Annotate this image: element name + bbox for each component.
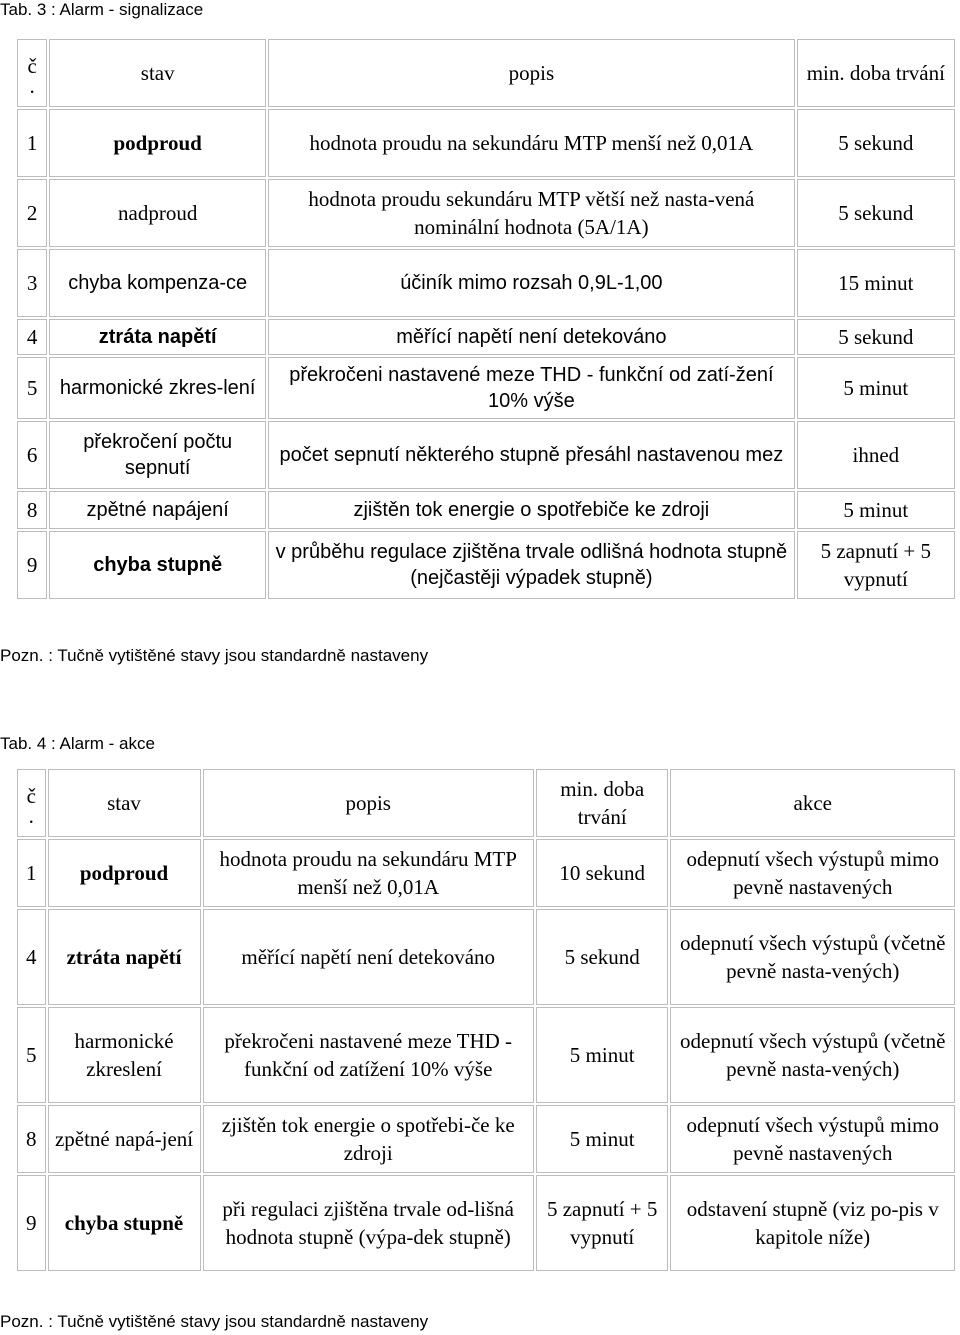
row-num: 9 [17, 531, 47, 599]
table-row [17, 421, 955, 489]
row-doba: 5 sekund [797, 179, 955, 247]
table-row [17, 249, 955, 317]
row-doba: 5 sekund [797, 109, 955, 177]
table-row [17, 1007, 955, 1103]
table-row [17, 531, 955, 599]
table-row [17, 909, 955, 1005]
row-doba: 5 minut [797, 357, 955, 419]
row-stav: chyba stupně [48, 1175, 201, 1271]
row-num: 1 [17, 109, 47, 177]
row-stav: překročení počtu sepnutí [49, 421, 266, 489]
row-doba: 5 minut [797, 491, 955, 529]
header-akce: akce [670, 769, 955, 837]
row-stav: ztráta napětí [49, 319, 266, 355]
row-popis: hodnota proudu na sekundáru MTP menší než 0,01A [268, 109, 795, 177]
table4-caption: Tab. 4 : Alarm - akce [0, 734, 155, 753]
row-stav: harmonické zkreslení [48, 1007, 201, 1103]
table-header-row [17, 769, 955, 837]
header-num: č . [17, 39, 47, 107]
row-stav: nadproud [49, 179, 266, 247]
row-popis: překročeni nastavené meze THD - funkční od zatí-žení 10% výše [268, 357, 795, 419]
row-stav: harmonické zkres-lení [49, 357, 266, 419]
table-row [17, 109, 955, 177]
row-num: 4 [17, 319, 47, 355]
row-doba: 5 sekund [797, 319, 955, 355]
row-doba: 10 sekund [536, 839, 669, 907]
row-num: 4 [17, 909, 46, 1005]
row-popis: překročeni nastavené meze THD - funkční od zatížení 10% výše [203, 1007, 534, 1103]
row-akce: odepnutí všech výstupů mimo pevně nastavených [670, 839, 955, 907]
table3-caption: Tab. 3 : Alarm - signalizace [0, 0, 204, 19]
row-stav: ztráta napětí [48, 909, 201, 1005]
row-popis: počet sepnutí některého stupně přesáhl nastavenou mez [268, 421, 795, 489]
row-num: 9 [17, 1175, 46, 1271]
row-popis: při regulaci zjištěna trvale od-lišná hodnota stupně (výpa-dek stupně) [203, 1175, 534, 1271]
row-doba: 5 minut [536, 1105, 669, 1173]
row-doba: 5 minut [536, 1007, 669, 1103]
row-num: 5 [17, 1007, 46, 1103]
header-doba: min. doba trvání [797, 39, 955, 107]
row-num: 3 [17, 249, 47, 317]
row-popis: hodnota proudu na sekundáru MTP menší než 0,01A [203, 839, 534, 907]
table-row [17, 491, 955, 529]
row-num: 5 [17, 357, 47, 419]
header-doba: min. doba trvání [536, 769, 669, 837]
table-header-row [17, 39, 955, 107]
row-popis: zjištěn tok energie o spotřebiče ke zdroji [268, 491, 795, 529]
row-doba: 5 sekund [536, 909, 669, 1005]
header-stav: stav [49, 39, 266, 107]
row-stav: podproud [49, 109, 266, 177]
table4-note: Pozn. : Tučně vytištěné stavy jsou standardně nastaveny [0, 1312, 429, 1331]
row-stav: podproud [48, 839, 201, 907]
row-stav: chyba stupně [49, 531, 266, 599]
row-akce: odepnutí všech výstupů (včetně pevně nasta-vených) [670, 1007, 955, 1103]
table-row [17, 179, 955, 247]
table-row [17, 839, 955, 907]
alarm-action-table [15, 767, 957, 1273]
row-num: 8 [17, 1105, 46, 1173]
row-popis: měřící napětí není detekováno [268, 319, 795, 355]
row-stav: chyba kompenza-ce [49, 249, 266, 317]
row-doba: 15 minut [797, 249, 955, 317]
row-num: 8 [17, 491, 47, 529]
row-num: 6 [17, 421, 47, 489]
row-stav: zpětné napájení [49, 491, 266, 529]
table-row [17, 1105, 955, 1173]
row-stav: zpětné napá-jení [48, 1105, 201, 1173]
row-popis: hodnota proudu sekundáru MTP větší než nasta-vená nominální hodnota (5A/1A) [268, 179, 795, 247]
row-popis: účiník mimo rozsah 0,9L-1,00 [268, 249, 795, 317]
table-row [17, 357, 955, 419]
header-stav: stav [48, 769, 201, 837]
row-akce: odstavení stupně (viz po-pis v kapitole níže) [670, 1175, 955, 1271]
alarm-signal-table [15, 37, 957, 601]
table3-note: Pozn. : Tučně vytištěné stavy jsou standardně nastaveny [0, 646, 429, 665]
row-doba: 5 zapnutí + 5 vypnutí [797, 531, 955, 599]
row-popis: v průběhu regulace zjištěna trvale odlišná hodnota stupně (nejčastěji výpadek stupně) [268, 531, 795, 599]
header-num: č . [17, 769, 46, 837]
row-akce: odepnutí všech výstupů mimo pevně nastavených [670, 1105, 955, 1173]
row-akce: odepnutí všech výstupů (včetně pevně nasta-vených) [670, 909, 955, 1005]
header-popis: popis [268, 39, 795, 107]
row-num: 1 [17, 839, 46, 907]
table-row [17, 1175, 955, 1271]
row-popis: měřící napětí není detekováno [203, 909, 534, 1005]
row-doba: 5 zapnutí + 5 vypnutí [536, 1175, 669, 1271]
table-row [17, 319, 955, 355]
header-popis: popis [203, 769, 534, 837]
row-doba: ihned [797, 421, 955, 489]
row-num: 2 [17, 179, 47, 247]
row-popis: zjištěn tok energie o spotřebi-če ke zdroji [203, 1105, 534, 1173]
